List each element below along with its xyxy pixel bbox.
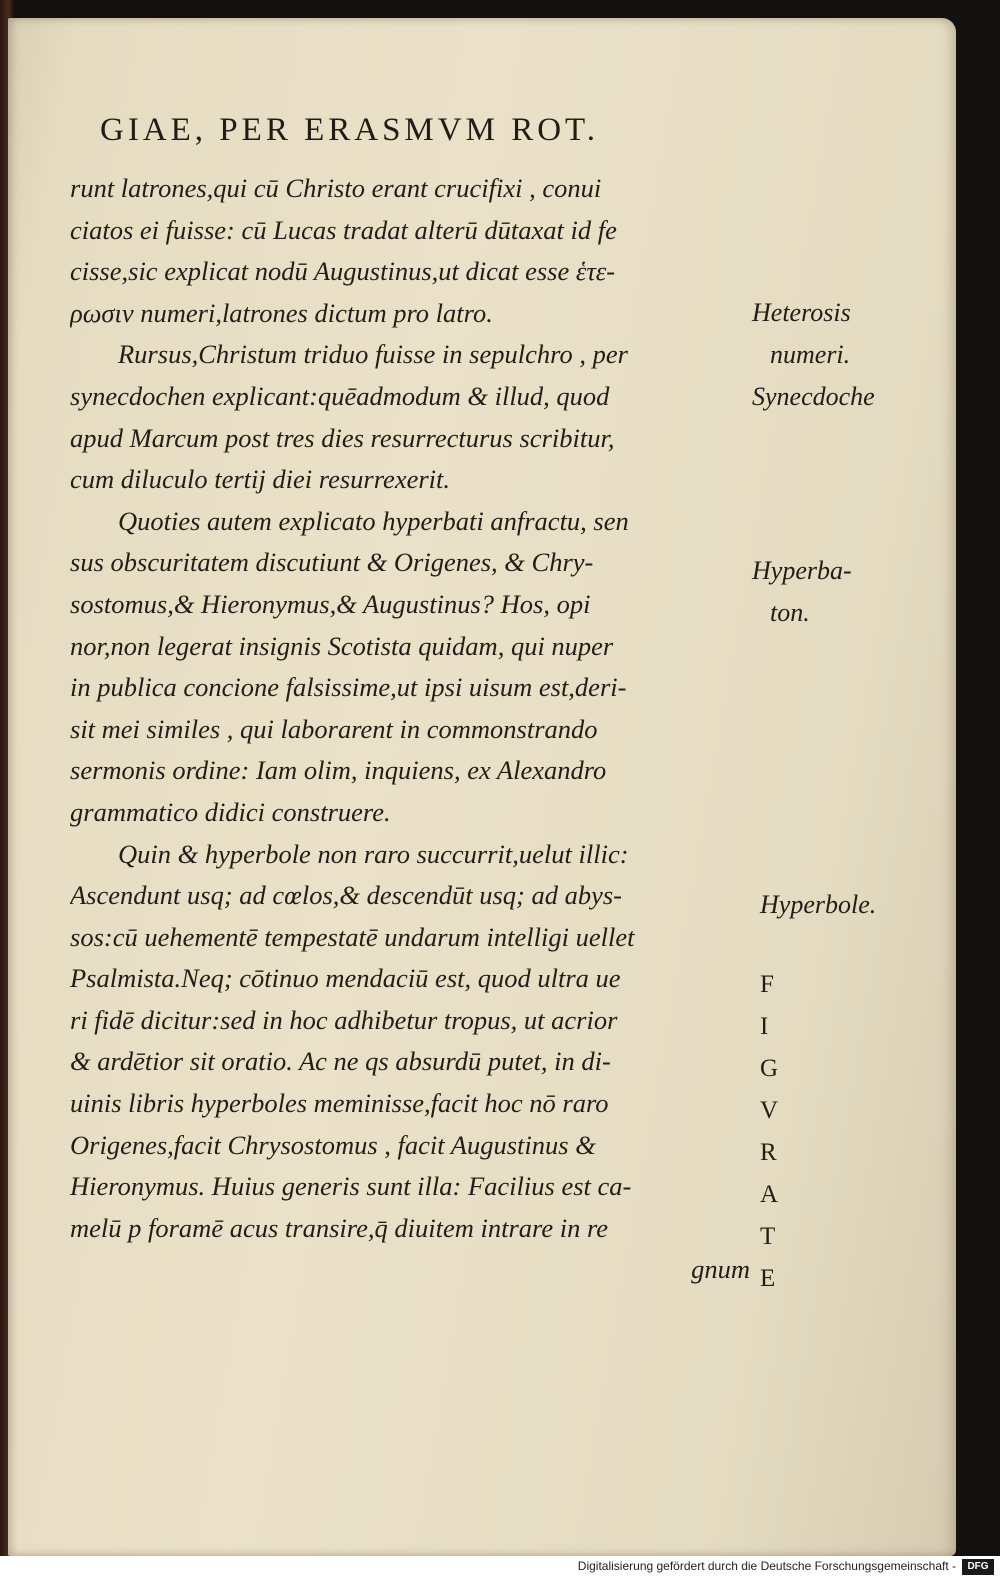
margin-note-numeri: numeri.	[770, 340, 851, 369]
text-line: Quoties autem explicato hyperbati anfractu, sen	[118, 505, 629, 536]
text-line: & ardētior sit oratio. Ac ne qs absurdū putet, in di-	[70, 1046, 611, 1077]
text-line: Hieronymus. Huius generis sunt illa: Facilius est ca-	[70, 1171, 632, 1202]
running-head: GIAE, PER ERASMVM ROT.	[100, 112, 600, 148]
margin-note-hyperbaton-1: Hyperba-	[752, 556, 852, 585]
vertical-letter: T	[760, 1223, 776, 1250]
text-line: in publica concione falsissime,ut ipsi uisum est,deri-	[70, 672, 627, 703]
margin-note-synecdoche: Synecdoche	[752, 382, 875, 411]
dfg-logo: DFG	[962, 1559, 994, 1575]
text-line: synecdochen explicant:quēadmodum & illud, quod	[70, 380, 610, 411]
text-line: sostomus,& Hieronymus,& Augustinus? Hos, opi	[70, 588, 591, 619]
text-line: Rursus,Christum triduo fuisse in sepulchro , per	[118, 339, 628, 370]
text-line: sus obscuritatem discutiunt & Origenes, & Chry-	[70, 547, 594, 578]
vertical-letter: R	[760, 1139, 777, 1166]
vertical-letter: I	[760, 1013, 769, 1040]
text-line: uinis libris hyperboles meminisse,facit hoc nō raro	[70, 1088, 609, 1119]
text-line: sos:cū uehementē tempestatē undarum intelligi uellet	[70, 921, 635, 952]
margin-note-hyperbole: Hyperbole.	[760, 890, 877, 919]
vertical-letter: F	[760, 971, 774, 998]
vertical-letter: G	[760, 1055, 779, 1082]
text-line: runt latrones,qui cū Christo erant crucifixi , conui	[70, 173, 602, 203]
text-line: sermonis ordine: Iam olim, inquiens, ex Alexandro	[70, 755, 607, 786]
text-line: Psalmista.Neq; cōtinuo mendaciū est, quod ultra ue	[70, 963, 621, 994]
footer-bar	[0, 1556, 1000, 1579]
vertical-letter: V	[760, 1097, 779, 1124]
text-line: cum diluculo tertij diei resurrexerit.	[70, 464, 451, 495]
vertical-letter: E	[760, 1265, 776, 1292]
text-line: ri fidē dicitur:sed in hoc adhibetur tropus, ut acrior	[70, 1004, 618, 1035]
vertical-letter: A	[760, 1181, 779, 1208]
body-text	[70, 168, 750, 1291]
text-line: gnum	[691, 1254, 750, 1285]
margin-note-heterosis: Heterosis	[752, 298, 851, 327]
text-line: ρωσιν numeri,latrones dictum pro latro.	[70, 297, 493, 328]
text-line: sit mei similes , qui laborarent in commonstrando	[70, 713, 598, 744]
text-line: grammatico didici construere.	[70, 796, 391, 827]
vertical-word-figurate	[760, 964, 778, 1300]
text-line: cisse,sic explicat nodū Augustinus,ut dicat esse ἑτε-	[70, 256, 616, 287]
text-line: ciatos ei fuisse: cū Lucas tradat alterū dūtaxat id fe	[70, 214, 617, 245]
text-line: melū p foramē acus transire,q̄ diuitem intrare in re	[70, 1212, 609, 1243]
text-line: nor,non legerat insignis Scotista quidam, qui nuper	[70, 630, 614, 661]
text-line: Quin & hyperbole non raro succurrit,uelut illic:	[118, 838, 629, 869]
footer-credit: Digitalisierung gefördert durch die Deutsche Forschungsgemeinschaft -	[577, 1559, 956, 1573]
text-line: Origenes,facit Chrysostomus , facit Augustinus &	[70, 1129, 596, 1160]
margin-note-hyperbaton-2: ton.	[770, 598, 810, 627]
text-line: Ascendunt usq; ad cœlos,& descendūt usq; ad abys-	[70, 880, 622, 911]
text-line: apud Marcum post tres dies resurrecturus scribitur,	[70, 422, 615, 453]
